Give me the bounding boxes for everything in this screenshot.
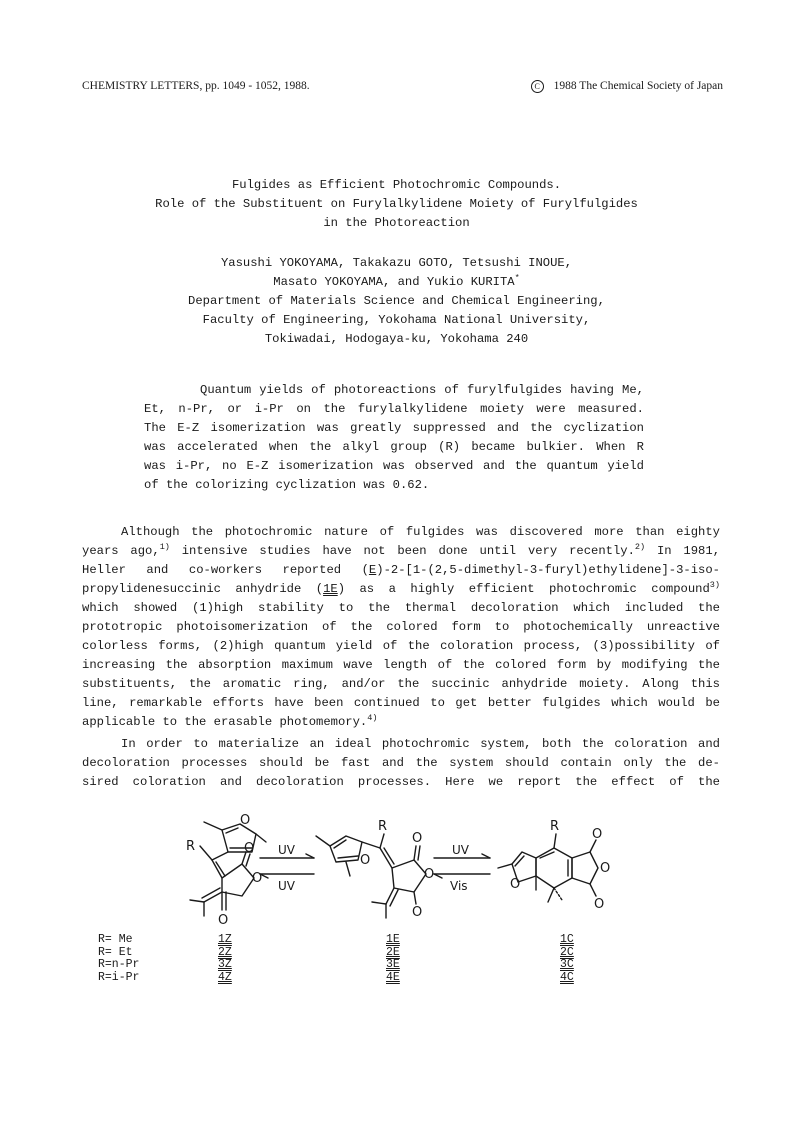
reaction-scheme — [160, 812, 640, 934]
body-line: sired coloration and decoloration processes. Here we report the effect of the — [82, 775, 720, 789]
r-bond — [200, 846, 212, 860]
authors-line-1: Yasushi YOKOYAMA, Takakazu GOTO, Tetsushi INOUE, — [220, 256, 573, 270]
atom-o: O — [600, 861, 611, 876]
compound-label: 4Z — [218, 970, 232, 984]
anhydride-ring — [392, 860, 426, 892]
reaction-scheme-drawing — [160, 812, 640, 934]
z-compound-list — [218, 934, 232, 984]
arrow-label-uv: UV — [278, 843, 295, 857]
abstract — [144, 381, 644, 495]
body-line: which showed (1)high stability to the thermal decoloration which included the — [82, 601, 720, 615]
atom-o: O — [412, 905, 423, 920]
compound-label: 4E — [386, 970, 400, 984]
abstract-line: was accelerated when the alkyl group (R) became bulkier. When R — [144, 440, 644, 454]
journal-header — [82, 80, 723, 98]
abstract-line: of the colorizing cyclization was 0.62. — [144, 478, 430, 492]
anhydride-ring — [572, 852, 598, 884]
reference-mark: 3) — [709, 580, 720, 590]
atom-o: O — [424, 867, 435, 882]
authors-line-2-text: Masato YOKOYAMA, and Yukio KURITA — [273, 275, 515, 289]
body-line: Although the photochromic nature of fulgides was discovered more than eighty — [121, 525, 720, 539]
body-line: colorless forms, (2)high quantum yield of the coloration process, (3)possibility of — [82, 639, 720, 653]
body-paragraph-2 — [82, 735, 720, 792]
compound-label: 2E — [386, 945, 400, 959]
e-isomer-structure — [316, 834, 426, 918]
stereo-descriptor: E — [368, 563, 377, 577]
copyright-notice — [531, 80, 723, 93]
atom-o: O — [240, 813, 251, 828]
substituent-label: R= Et — [98, 945, 133, 959]
z-isomer-structure — [190, 822, 266, 916]
affiliation-line-1: Department of Materials Science and Chemical Engineering, — [188, 294, 605, 308]
body-line: In order to materialize an ideal photochromic system, both the coloration and — [121, 737, 720, 751]
compound-label: 1C — [560, 933, 574, 946]
atom-o: O — [412, 831, 423, 846]
double-bond — [515, 856, 524, 866]
abstract-line: was i-Pr, no E-Z isomerization was observed and the quantum yield — [144, 459, 644, 473]
atom-o: O — [244, 841, 255, 856]
abstract-line: The E-Z isomerization was greatly suppressed and the cyclization — [144, 421, 644, 435]
authors-line-2 — [0, 275, 793, 289]
atom-o: O — [218, 913, 229, 928]
title-line-1: Fulgides as Efficient Photochromic Compounds. — [231, 178, 562, 192]
affiliation-line-3: Tokiwadai, Hodogaya-ku, Yokohama 240 — [264, 332, 529, 346]
methyl-bond — [554, 888, 562, 900]
body-text: applicable to the erasable photomemory. — [82, 715, 368, 729]
compound-label: 3Z — [218, 958, 232, 971]
atom-o: O — [510, 877, 521, 892]
body-line: substituents, the aromatic ring, and/or the succinic anhydride moiety. Along this — [82, 677, 720, 691]
body-paragraph-1 — [82, 523, 720, 732]
body-line — [82, 542, 720, 561]
arrow-label-uv: UV — [278, 879, 295, 893]
body-line: prototropic photoisomerization of the colored form to photochemically unreactive — [82, 620, 720, 634]
substituent-label: R= Me — [98, 933, 133, 946]
compound-label: 1Z — [218, 933, 232, 946]
body-text: intensive studies have not been done until very recently. — [169, 544, 635, 558]
title-line-2: Role of the Substituent on Furylalkylidene Moiety of Furylfulgides — [155, 197, 638, 211]
methyl-bond — [204, 822, 222, 830]
title-line-3: in the Photoreaction — [323, 216, 470, 230]
methyl-bond — [372, 902, 386, 904]
atom-o: O — [594, 897, 605, 912]
r-bond — [554, 834, 556, 848]
arrow-label-vis: Vis — [450, 879, 468, 893]
body-text: Heller and co-workers reported ( — [82, 563, 369, 577]
body-line: increasing the absorption maximum wave length of the colored form by modifying the — [82, 658, 720, 672]
carbonyl-bond — [414, 892, 416, 904]
body-text: ) as a highly efficient photochromic compound — [337, 582, 710, 596]
compound-label: 2Z — [218, 945, 232, 959]
anhydride-ring — [222, 864, 254, 896]
substituent-label: R=n-Pr — [98, 958, 140, 971]
double-bond — [334, 840, 346, 848]
body-line: decoloration processes should be fast and the system should contain only the de- — [82, 756, 720, 770]
body-text: propylidenesuccinic anhydride ( — [82, 582, 324, 596]
reference-mark: 2) — [634, 542, 646, 552]
carbonyl-bond — [414, 846, 416, 860]
atom-o: O — [592, 827, 603, 842]
reference-mark: 1) — [159, 542, 170, 552]
body-text: )-2-[1-(2,5-dimethyl-3-furyl)ethylidene]-3-iso- — [376, 563, 720, 577]
atom-r: R — [550, 819, 560, 834]
abstract-line: Et, n-Pr, or i-Pr on the furylalkylidene moiety were measured. — [144, 402, 644, 416]
double-bond — [202, 888, 220, 898]
r-bond — [380, 834, 384, 848]
methyl-bond — [346, 862, 350, 876]
methyl-bond — [316, 836, 330, 846]
reference-mark: 4) — [367, 713, 378, 723]
substituent-label: R=i-Pr — [98, 970, 140, 984]
single-bond — [362, 842, 380, 848]
atom-o: O — [252, 871, 263, 886]
arrow-label-uv: UV — [452, 843, 469, 857]
corresponding-author-mark: * — [514, 273, 520, 283]
compound-label: 3C — [560, 958, 574, 971]
equilibrium-arrows-2 — [434, 854, 490, 878]
compound-label: 1E — [386, 933, 400, 946]
single-bond — [212, 852, 228, 860]
methyl-bond — [190, 900, 204, 902]
abstract-line: Quantum yields of photoreactions of furylfulgides having Me, — [200, 383, 644, 397]
compound-label: 3E — [386, 958, 400, 971]
atom-r: R — [378, 819, 388, 834]
double-bond — [338, 856, 358, 858]
body-line — [82, 561, 720, 580]
carbonyl-bond — [418, 846, 420, 860]
substituent-list — [98, 934, 139, 984]
copyright-text: 1988 The Chemical Society of Japan — [553, 80, 723, 92]
compound-label: 4C — [560, 970, 574, 984]
copyright-icon: C — [531, 80, 544, 93]
carbonyl-bond — [590, 884, 596, 896]
atom-o: O — [360, 853, 371, 868]
body-text: years ago, — [82, 544, 160, 558]
equilibrium-arrows-1 — [260, 854, 314, 878]
methyl-bond — [256, 834, 266, 842]
methyl-bond — [548, 888, 554, 902]
affiliation-line-2: Faculty of Engineering, Yokohama National University, — [202, 313, 591, 327]
atom-r: R — [186, 839, 196, 854]
body-text: In 1981, — [645, 544, 721, 558]
cyclohexadiene-ring — [536, 848, 572, 888]
c-compound-list — [560, 934, 574, 984]
e-compound-list — [386, 934, 400, 984]
methyl-bond — [498, 864, 512, 868]
body-line — [82, 713, 720, 732]
journal-citation: CHEMISTRY LETTERS, pp. 1049 - 1052, 1988. — [82, 80, 310, 92]
compound-label: 1E — [323, 582, 338, 596]
body-line: line, remarkable efforts have been continued to get better fulgides which would be — [82, 696, 720, 710]
body-line — [82, 580, 720, 599]
double-bond — [204, 892, 222, 902]
compound-label: 2C — [560, 945, 574, 959]
